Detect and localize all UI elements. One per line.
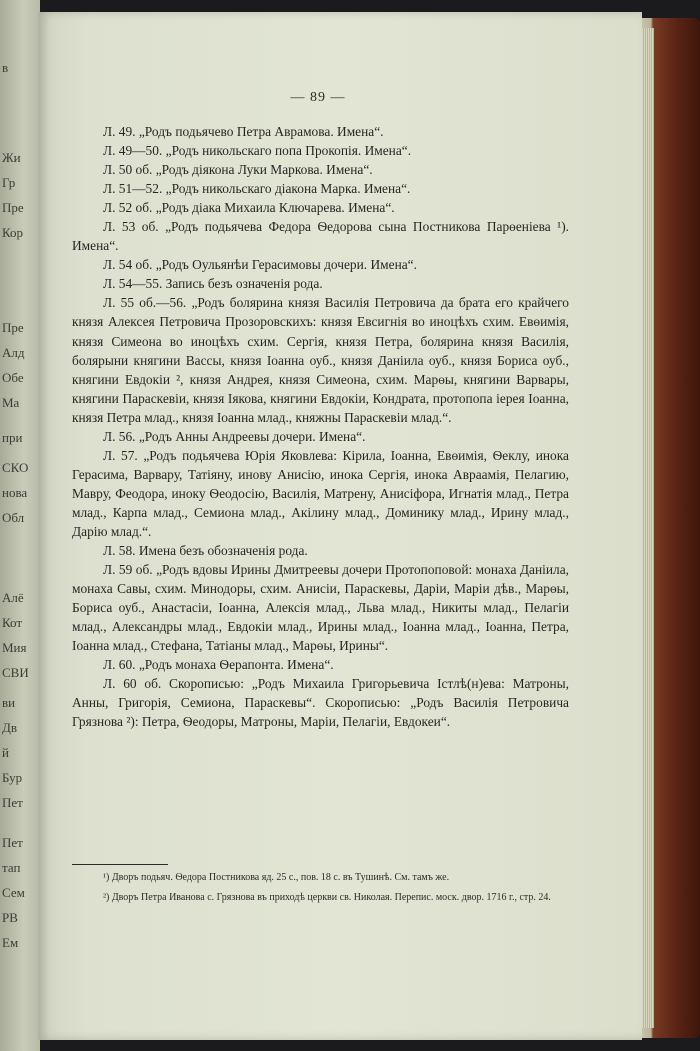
entry-l54-55: Л. 54—55. Запись безъ означенія рода.	[103, 276, 323, 292]
page-edges	[640, 28, 654, 1028]
entry-l51-52: Л. 51—52. „Родъ никольскаго діакона Марка. Имена“.	[103, 181, 411, 197]
facing-page-fragment: СКО	[2, 460, 29, 475]
facing-page-fragment: РВ	[2, 910, 18, 925]
facing-page-fragment: Алд	[2, 345, 25, 360]
entry-l56: Л. 56. „Родъ Анны Андреевы дочери. Имена“.	[103, 428, 366, 444]
facing-page-fragment: Обл	[2, 510, 25, 525]
body-text	[72, 122, 569, 732]
entry-l53ob: Л. 53 об. „Родъ подьячева Федора Ѳедорова сына Постникова Парѳенiева ¹). Имена“.	[72, 219, 569, 254]
footnote-fn1: ¹) Дворъ подьяч. Ѳедора Постникова яд. 25 с., пов. 18 с. въ Тушинѣ. См. тамъ же.	[103, 872, 450, 883]
entry-l49-50: Л. 49—50. „Родъ никольскаго попа Прокопія. Имена“.	[103, 143, 412, 159]
facing-page-fragment: Ем	[2, 935, 19, 950]
facing-page-fragment: тап	[2, 860, 21, 875]
entry-l58: Л. 58. Имена безъ обозначенія рода.	[103, 543, 308, 559]
facing-page-fragment: Ма	[2, 395, 20, 410]
entry-l49: Л. 49. „Родъ подьячево Петра Аврамова. Имена“.	[103, 124, 384, 139]
facing-page-fragment: Кот	[2, 615, 23, 630]
facing-page-fragment: Кор	[2, 225, 24, 240]
facing-page-fragment: Обе	[2, 370, 24, 385]
facing-page-fragment: Пре	[2, 200, 24, 215]
facing-page-fragment: Мия	[2, 640, 27, 655]
facing-page-fragment: Пет	[2, 835, 23, 850]
facing-page-fragment: Пре	[2, 320, 24, 335]
entry-l59ob: Л. 59 об. „Родъ вдовы Ирины Дмитреевы дочери Протопоповой: монаха Даніила, монаха Савы, схим. Минодоры, схим. Анисіи, Параскевы, Даріи, Маріи дѣв., Марѳы, Бориса оуб., Анастасіи, Іоанна, Алексія млад., Льва млад., Никиты млад., Пелагіи млад., Александры млад., Евдокіи млад., Ирины млад., Іоанна млад., Іоанна, Петра, Іоанна млад., Стефана, Татіаны млад., Марѳы, Ирины“.	[72, 562, 569, 654]
facing-page-fragment: СВИ	[2, 665, 29, 680]
entry-l50ob: Л. 50 об. „Родъ діякона Луки Маркова. Имена“.	[103, 162, 373, 178]
footnote-divider	[72, 864, 168, 865]
facing-page-fragment: Гр	[2, 175, 16, 190]
entry-l55ob-56: Л. 55 об.—56. „Родъ болярина князя Василія Петровича да брата его крайчего князя Алексея Петровича Прозоровскихъ: князя Евсигнія во иноцѣхъ схим. Евѳимія, князя Симеона во иноцѣхъ схим. Сергія, князя Петра, болярина князя Василія, болярыни княгини Вассы, князя Іоанна оуб., князя Даніила оуб., князя Бориса оуб., княгини Евдокіи ², князя Андрея, князя Симеона, схим. Марѳы, княгини Варвары, княгини Параскевіи, князя Іякова, княгини Евдокіи, Кондрата, протопопа іерея Іоанна, князя Петра млад., князя Іоанна млад., княжны Параскевіи млад.“.	[72, 295, 569, 425]
facing-page-fragment: й	[2, 745, 9, 760]
footnote-fn2: ²) Дворъ Петра Иванова с. Грязнова въ приходѣ церкви св. Николая. Перепис. моск. двор. 1716 г., стр. 24.	[103, 892, 551, 903]
entry-l54ob: Л. 54 об. „Родъ Оульянѣи Герасимовы дочери. Имена“.	[103, 257, 417, 273]
entry-l57: Л. 57. „Родъ подьячева Юрія Яковлева: Кірила, Іоанна, Евѳимія, Ѳеклу, инока Герасима, Варвару, Татіяну, инову Анисію, инока Сергія, инока Авраамія, Пелагию, Мавру, Феодора, иноку Ѳеодосію, Василія, Матрену, Анисіфора, Игнатія млад., Петра млад., Карпа млад., Семиона млад., Акілину млад., Доминику млад., Ирину млад., Дарію млад.“.	[72, 447, 569, 539]
entry-l60: Л. 60. „Родъ монаха Ѳерапонта. Имена“.	[103, 657, 334, 673]
facing-page-fragment: Бур	[2, 770, 23, 785]
facing-page-fragment: Сем	[2, 885, 25, 900]
footnotes	[72, 870, 569, 910]
facing-page-fragment: ви	[2, 695, 16, 710]
entry-l52ob: Л. 52 об. „Родъ діака Михаила Ключарева. Имена“.	[103, 200, 395, 216]
page-number: — 89 —	[290, 90, 346, 105]
facing-page-fragment: Пет	[2, 795, 23, 810]
facing-page-fragment: Жи	[2, 150, 21, 165]
book-binding-edge	[640, 18, 700, 1038]
book-page	[38, 12, 642, 1040]
facing-page-fragment: Дв	[2, 720, 18, 735]
entry-l60ob: Л. 60 об. Скорописью: „Родъ Михаила Григорьевича Істлѣ(н)ева: Матроны, Анны, Григорія, Семиона, Параскевы“. Скорописью: „Родъ Василія Петровича Грязнова ²): Петра, Ѳеодоры, Матроны, Маріи, Пелагіи, Евдокеи“.	[72, 676, 569, 730]
facing-page-fragment: Алё	[2, 590, 24, 605]
facing-page-fragment: нова	[2, 485, 28, 500]
facing-page-fragment: при	[2, 430, 23, 445]
facing-page-edge	[0, 0, 40, 1051]
facing-page-fragment: в	[2, 60, 9, 75]
